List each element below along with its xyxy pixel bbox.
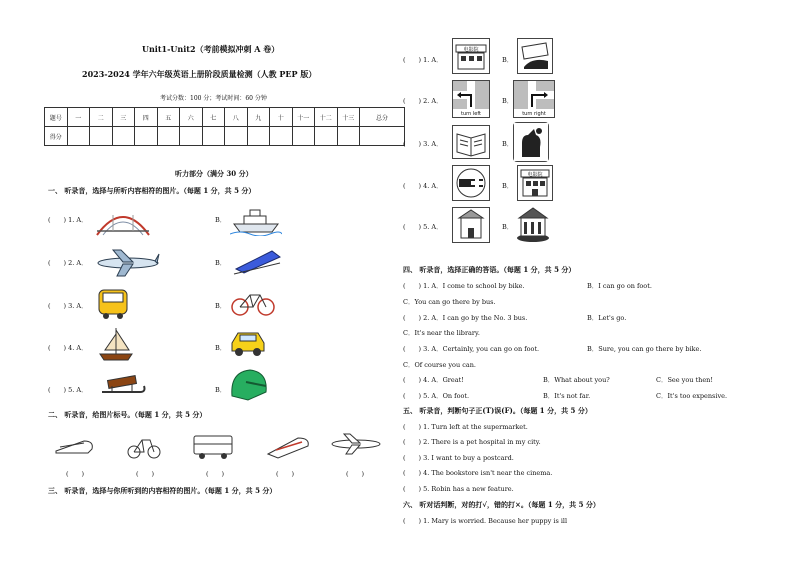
score-cell: 二 (90, 108, 113, 127)
sailboat-icon (96, 326, 136, 362)
bicycle-icon (230, 287, 276, 317)
s1-q3-b-label: B． (215, 302, 227, 310)
score-input-cell[interactable] (180, 127, 203, 146)
s3-q2-b-label: B． (502, 97, 514, 105)
s1-q2-label: ( ) 2. A． (48, 259, 88, 267)
museum-icon (513, 204, 553, 244)
s4-q5-c: C．It's too expensive. (656, 392, 728, 400)
postcard-frame (517, 38, 553, 74)
score-input-cell[interactable] (67, 127, 90, 146)
page-subtitle: 2023-2024 学年六年级英语上册阶段质量检测（人教 PEP 版） (82, 69, 317, 79)
turn-left-icon (453, 81, 489, 109)
s2-blank-1[interactable]: ( ) (66, 470, 85, 478)
s2-blank-5[interactable]: ( ) (346, 470, 365, 478)
school-bus-icon (96, 287, 130, 321)
hand-postcard-icon (518, 39, 552, 73)
s3-q5-label: ( ) 5. A． (403, 223, 443, 231)
s3-q2-label: ( ) 2. A． (403, 97, 443, 105)
section-2-title: 二、 听录音，给图片标号。（每题 1 分，共 5 分） (48, 410, 207, 419)
s4-q3-c: C．Of course you can. (403, 361, 476, 369)
score-input-cell[interactable] (270, 127, 293, 146)
score-input-cell[interactable] (202, 127, 225, 146)
cinema-frame-2 (517, 165, 553, 201)
score-table-header-row (45, 108, 405, 127)
s4-q2-a: ( ) 2. A．I can go by the No. 3 bus. (403, 314, 528, 322)
score-input-cell[interactable] (135, 127, 158, 146)
s3-q3-b-label: B． (502, 140, 514, 148)
score-cell: 六 (180, 108, 203, 127)
s3-q1-b-label: B． (502, 56, 514, 64)
hospital-frame (452, 165, 490, 201)
cinema-icon (453, 39, 489, 73)
score-cell: 题号 (45, 108, 68, 127)
score-cell: 十一 (292, 108, 315, 127)
s5-item-1: ( ) 1. Turn left at the supermarket. (403, 423, 528, 431)
s4-q4-a: ( ) 4. A．Great! (403, 376, 464, 384)
score-table-score-row (45, 127, 405, 146)
school-icon (453, 208, 489, 242)
s6-item-1: ( ) 1. Mary is worried. Because her puppy is ill (403, 517, 568, 525)
s4-q5-b: B．It's not far. (543, 392, 591, 400)
score-cell: 总分 (360, 108, 405, 127)
s1-q5-b-label: B． (215, 386, 227, 394)
score-input-cell[interactable] (292, 127, 315, 146)
s5-item-2: ( ) 2. There is a pet hospital in my city. (403, 438, 541, 446)
s1-q3-label: ( ) 3. A． (48, 302, 88, 310)
listening-heading: 听力部分（满分 30 分） (175, 169, 253, 178)
score-cell: 十 (270, 108, 293, 127)
s4-q2-c: C．It's near the library. (403, 329, 480, 337)
turn-right-frame (513, 80, 555, 118)
score-cell: 八 (225, 108, 248, 127)
high-speed-train-icon (54, 433, 94, 459)
s2-blank-3[interactable]: ( ) (206, 470, 225, 478)
cinema-sign-text: 电影院 (463, 47, 479, 53)
pet-frame (513, 122, 549, 162)
bicycle-icon (126, 430, 162, 460)
s4-q3-b: B．Sure, you can go there by bike. (587, 345, 702, 353)
s5-item-5: ( ) 5. Robin has a new feature. (403, 485, 514, 493)
score-input-cell[interactable] (360, 127, 405, 146)
section-4-title: 四、 听录音，选择正确的答语。（每题 1 分，共 5 分） (403, 265, 576, 274)
cinema-sign-text: 电影院 (527, 172, 543, 178)
score-input-cell[interactable] (247, 127, 270, 146)
page-title: Unit1-Unit2（考前模拟冲刺 A 卷） (142, 44, 280, 54)
score-cell: 得分 (45, 127, 68, 146)
s4-q4-c: C．See you then! (656, 376, 713, 384)
s1-q4-b-label: B． (215, 344, 227, 352)
s3-q1-label: ( ) 1. A． (403, 56, 443, 64)
section-1-title: 一、 听录音，选择与所听内容相符的图片。（每题 1 分，共 5 分） (48, 186, 256, 195)
turn-right-icon (514, 81, 554, 109)
s4-q5-a: ( ) 5. A．On foot. (403, 392, 470, 400)
bookstore-frame (452, 125, 490, 159)
s3-q3-label: ( ) 3. A． (403, 140, 443, 148)
dog-icon (514, 123, 548, 161)
s4-q2-b: B．Let's go. (587, 314, 627, 322)
hospital-icon (453, 166, 489, 200)
helmet-icon (228, 366, 270, 404)
s1-q1-b-label: B． (215, 216, 227, 224)
score-cell: 十二 (315, 108, 338, 127)
train-icon (266, 434, 312, 460)
s1-q2-b-label: B． (215, 259, 227, 267)
turn-left-caption: turn left (461, 111, 481, 117)
s1-q4-label: ( ) 4. A． (48, 344, 88, 352)
bus-icon (192, 432, 234, 460)
s4-q3-a: ( ) 3. A．Certainly, you can go on foot. (403, 345, 540, 353)
s4-q1-c: C．You can go there by bus. (403, 298, 496, 306)
score-cell: 一 (67, 108, 90, 127)
book-icon (453, 126, 489, 158)
score-input-cell[interactable] (157, 127, 180, 146)
s3-q4-b-label: B． (502, 182, 514, 190)
score-input-cell[interactable] (337, 127, 360, 146)
score-table (44, 107, 405, 146)
score-cell: 九 (247, 108, 270, 127)
s4-q4-b: B．What about you? (543, 376, 610, 384)
turn-left-frame (452, 80, 490, 118)
bridge-icon (95, 203, 151, 239)
s5-item-4: ( ) 4. The bookstore isn't near the cinema. (403, 469, 553, 477)
cinema-icon (518, 166, 552, 200)
section-3-title: 三、 听录音，选择与你所听到的内容相符的图片。（每题 1 分，共 5 分） (48, 486, 277, 495)
s3-q4-label: ( ) 4. A． (403, 182, 443, 190)
section-6-title: 六、 听对话判断，对的打√，错的打×。（每题 1 分，共 5 分） (403, 500, 600, 509)
s4-q1-a: ( ) 1. A．I come to school by bike. (403, 282, 525, 290)
score-cell: 五 (157, 108, 180, 127)
airplane-icon (95, 248, 161, 278)
s5-item-3: ( ) 3. I want to buy a postcard. (403, 454, 514, 462)
s2-blank-4[interactable]: ( ) (276, 470, 295, 478)
school-frame (452, 207, 490, 243)
cinema-frame (452, 38, 490, 74)
score-cell: 三 (112, 108, 135, 127)
s4-q1-b: B．I can go on foot. (587, 282, 652, 290)
s1-q1-label: ( ) 1. A． (48, 216, 88, 224)
airplane-icon (330, 432, 384, 456)
score-input-cell[interactable] (112, 127, 135, 146)
score-cell: 十三 (337, 108, 360, 127)
museum-frame (513, 204, 553, 244)
section-5-title: 五、 听录音，判断句子正(T)误(F)。（每题 1 分，共 5 分） (403, 406, 592, 415)
s1-q5-label: ( ) 5. A． (48, 386, 88, 394)
score-cell: 四 (135, 108, 158, 127)
s2-blank-2[interactable]: ( ) (136, 470, 155, 478)
s3-q5-b-label: B． (502, 223, 514, 231)
score-input-cell[interactable] (315, 127, 338, 146)
score-cell: 七 (202, 108, 225, 127)
score-input-cell[interactable] (90, 127, 113, 146)
score-input-cell[interactable] (225, 127, 248, 146)
train-icon (232, 245, 282, 275)
exam-info: 考试分数：100 分；考试时间：60 分钟 (160, 95, 267, 102)
sled-icon (96, 370, 148, 400)
turn-right-caption: turn right (522, 111, 546, 117)
ship-icon (230, 204, 282, 236)
taxi-icon (228, 327, 268, 357)
